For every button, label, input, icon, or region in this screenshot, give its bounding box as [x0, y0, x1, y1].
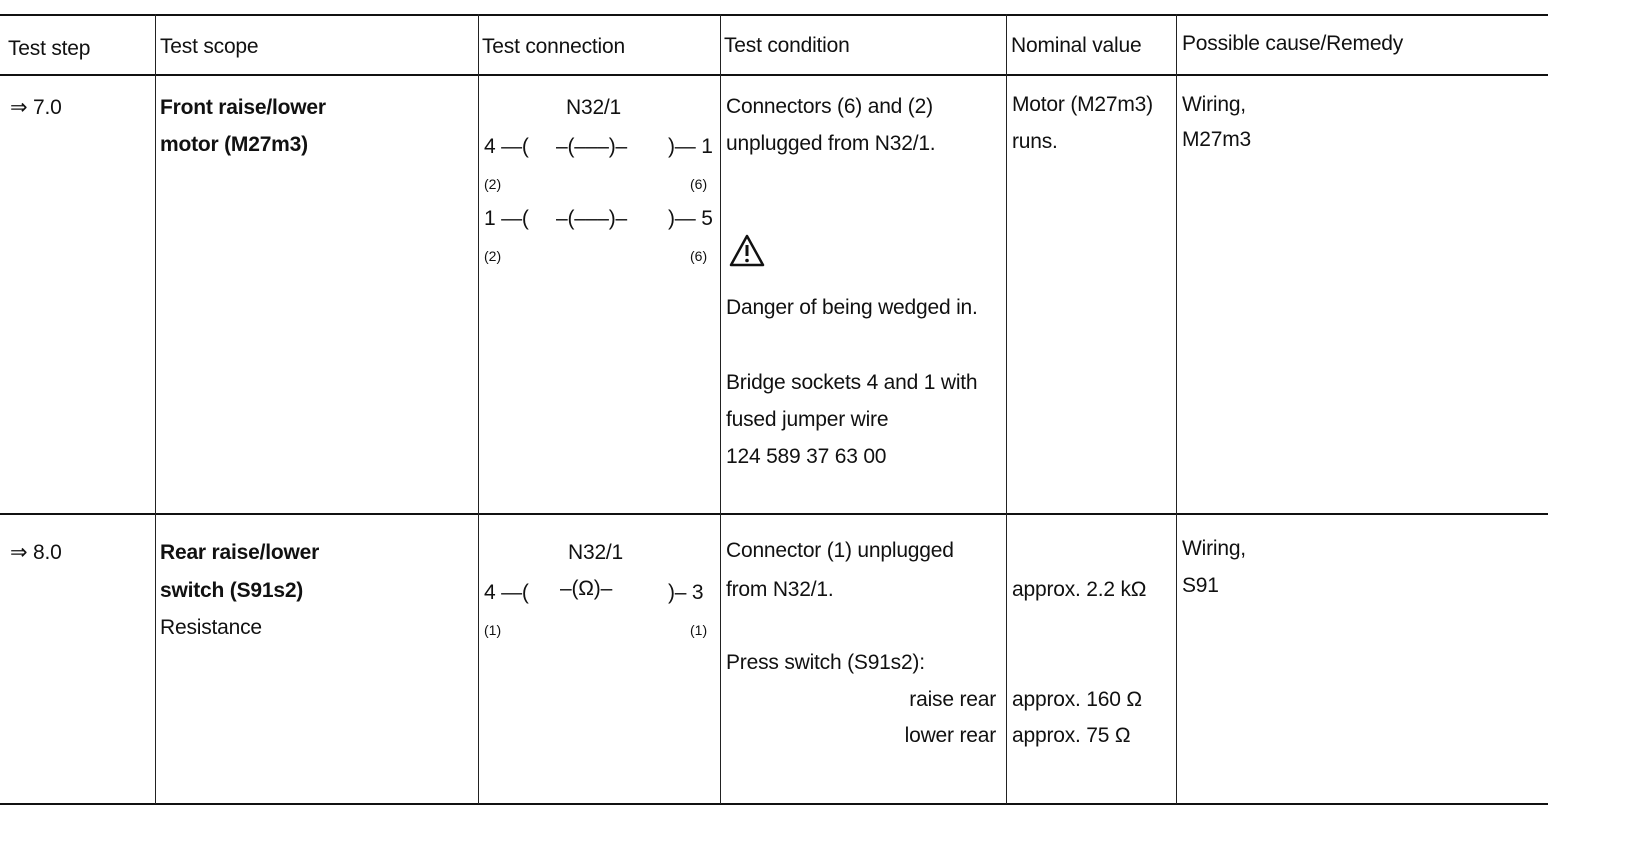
row7-conn-line2-sub-left: (2)	[484, 248, 502, 264]
row7-condition-line5: fused jumper wire	[726, 408, 889, 431]
row8-conn-line1-mid: –(Ω)–	[560, 577, 613, 600]
header-nominal-value: Nominal value	[1011, 34, 1142, 57]
row7-cause-line1: Wiring,	[1182, 93, 1246, 116]
row8-conn-line1-right: )– 3	[668, 581, 704, 604]
row8-conn-title: N32/1	[568, 541, 624, 564]
row7-conn-line2-mid: –(–––)–	[556, 207, 627, 230]
col-divider-3	[720, 14, 721, 804]
row7-conn-line1-mid: –(–––)–	[556, 135, 627, 158]
table-bottom-rule	[0, 803, 1548, 805]
row7-condition-line6: 124 589 37 63 00	[726, 445, 887, 468]
row7-step: ⇒ 7.0	[10, 96, 62, 119]
row8-condition-lower-rear: lower rear	[904, 724, 996, 747]
row7-condition-line3: Danger of being wedged in.	[726, 296, 978, 319]
row7-conn-line1-sub-right: (6)	[690, 176, 708, 192]
header-test-step: Test step	[8, 37, 91, 60]
row8-scope-line2: switch (S91s2)	[160, 579, 304, 602]
row7-condition-line2: unplugged from N32/1.	[726, 132, 936, 155]
row7-condition-line4: Bridge sockets 4 and 1 with	[726, 371, 978, 394]
row7-conn-line1-sub-left: (2)	[484, 176, 502, 192]
row7-nominal-line2: runs.	[1012, 130, 1058, 153]
row7-condition-line1: Connectors (6) and (2)	[726, 95, 933, 118]
col-divider-5	[1176, 14, 1177, 804]
row7-scope-line1: Front raise/lower	[160, 96, 326, 119]
header-test-condition: Test condition	[724, 34, 850, 57]
table-top-rule	[0, 14, 1548, 16]
row8-condition-line2: from N32/1.	[726, 578, 834, 601]
row7-conn-line1-right: )— 1	[668, 135, 713, 158]
header-bottom-rule	[0, 74, 1548, 76]
warning-triangle-icon	[729, 234, 765, 268]
row7-conn-line2-sub-right: (6)	[690, 248, 708, 264]
row8-condition-raise-rear: raise rear	[909, 688, 996, 711]
header-test-connection: Test connection	[482, 35, 625, 58]
row8-cause-line1: Wiring,	[1182, 537, 1246, 560]
row8-nominal-line2: approx. 160 Ω	[1012, 688, 1142, 711]
row7-conn-title: N32/1	[566, 96, 622, 119]
header-possible-cause: Possible cause/Remedy	[1182, 32, 1404, 55]
col-divider-4	[1006, 14, 1007, 804]
row-separator-rule	[0, 513, 1548, 515]
row8-conn-line1-sub-left: (1)	[484, 622, 502, 638]
row7-scope-line2: motor (M27m3)	[160, 133, 308, 156]
row8-nominal-line3: approx. 75 Ω	[1012, 724, 1131, 747]
row8-condition-line3: Press switch (S91s2):	[726, 651, 925, 674]
row8-condition-line1: Connector (1) unplugged	[726, 539, 954, 562]
row8-cause-line2: S91	[1182, 574, 1219, 597]
row8-conn-line1-sub-right: (1)	[690, 622, 708, 638]
header-test-scope: Test scope	[160, 35, 259, 58]
row8-scope-line1: Rear raise/lower	[160, 541, 320, 564]
row8-scope-line3: Resistance	[160, 616, 262, 639]
row8-conn-line1-left: 4 —(	[484, 581, 529, 604]
row8-step: ⇒ 8.0	[10, 541, 62, 564]
row7-conn-line2-right: )— 5	[668, 207, 713, 230]
row7-nominal-line1: Motor (M27m3)	[1012, 93, 1153, 116]
col-divider-2	[478, 14, 479, 804]
row8-nominal-line1: approx. 2.2 kΩ	[1012, 578, 1147, 601]
col-divider-1	[155, 14, 156, 804]
row7-cause-line2: M27m3	[1182, 128, 1252, 151]
row7-conn-line1-left: 4 —(	[484, 135, 529, 158]
row7-conn-line2-left: 1 —(	[484, 207, 529, 230]
